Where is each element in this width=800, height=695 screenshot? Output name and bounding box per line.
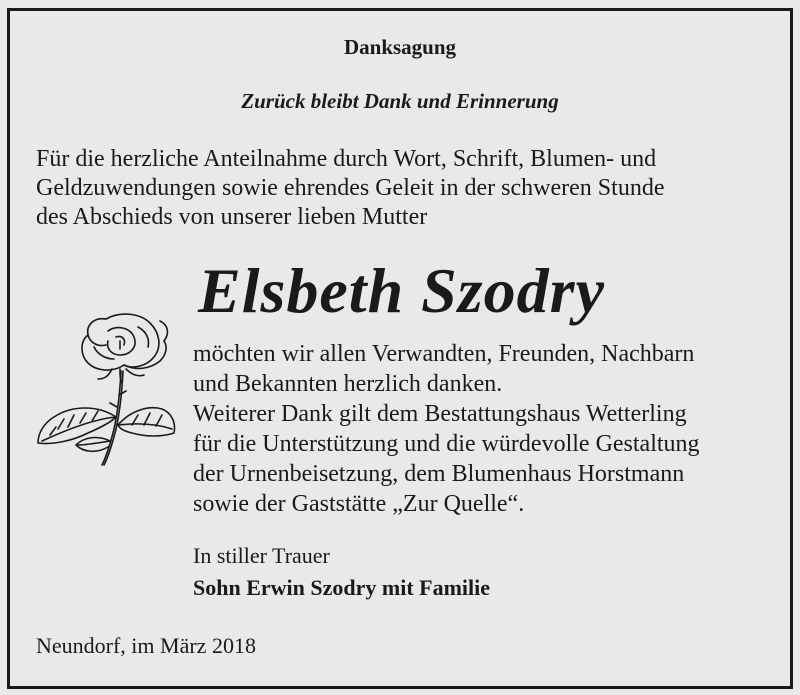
thanks-line: möchten wir allen Verwandten, Freunden, Nachbarn — [193, 341, 695, 367]
notice-frame — [7, 8, 793, 689]
intro-line: Geldzuwendungen sowie ehrendes Geleit in der schweren Stunde — [36, 175, 665, 201]
thanks-line: Weiterer Dank gilt dem Bestattungshaus Wetterling — [193, 401, 687, 427]
thanks-line: sowie der Gaststätte „Zur Quelle“. — [193, 491, 525, 517]
notice-heading: Danksagung — [343, 35, 457, 59]
deceased-name: Elsbeth Szodry — [198, 255, 605, 326]
thanks-line: für die Unterstützung und die würdevolle Gestaltung — [193, 431, 700, 457]
closing-phrase: In stiller Trauer — [193, 543, 330, 568]
intro-line: Für die herzliche Anteilnahme durch Wort, Schrift, Blumen- und — [36, 146, 657, 172]
intro-text — [36, 145, 776, 232]
place-date: Neundorf, im März 2018 — [36, 633, 256, 658]
signature: Sohn Erwin Szodry mit Familie — [193, 575, 491, 600]
notice-subheading: Zurück bleibt Dank und Erinnerung — [241, 89, 559, 113]
thanks-line: der Urnenbeisetzung, dem Blumenhaus Horstmann — [193, 461, 685, 487]
rose-icon — [28, 307, 188, 467]
thanks-text — [193, 339, 793, 519]
thanks-line: und Bekannten herzlich danken. — [193, 371, 503, 397]
intro-line: des Abschieds von unserer lieben Mutter — [36, 204, 428, 230]
